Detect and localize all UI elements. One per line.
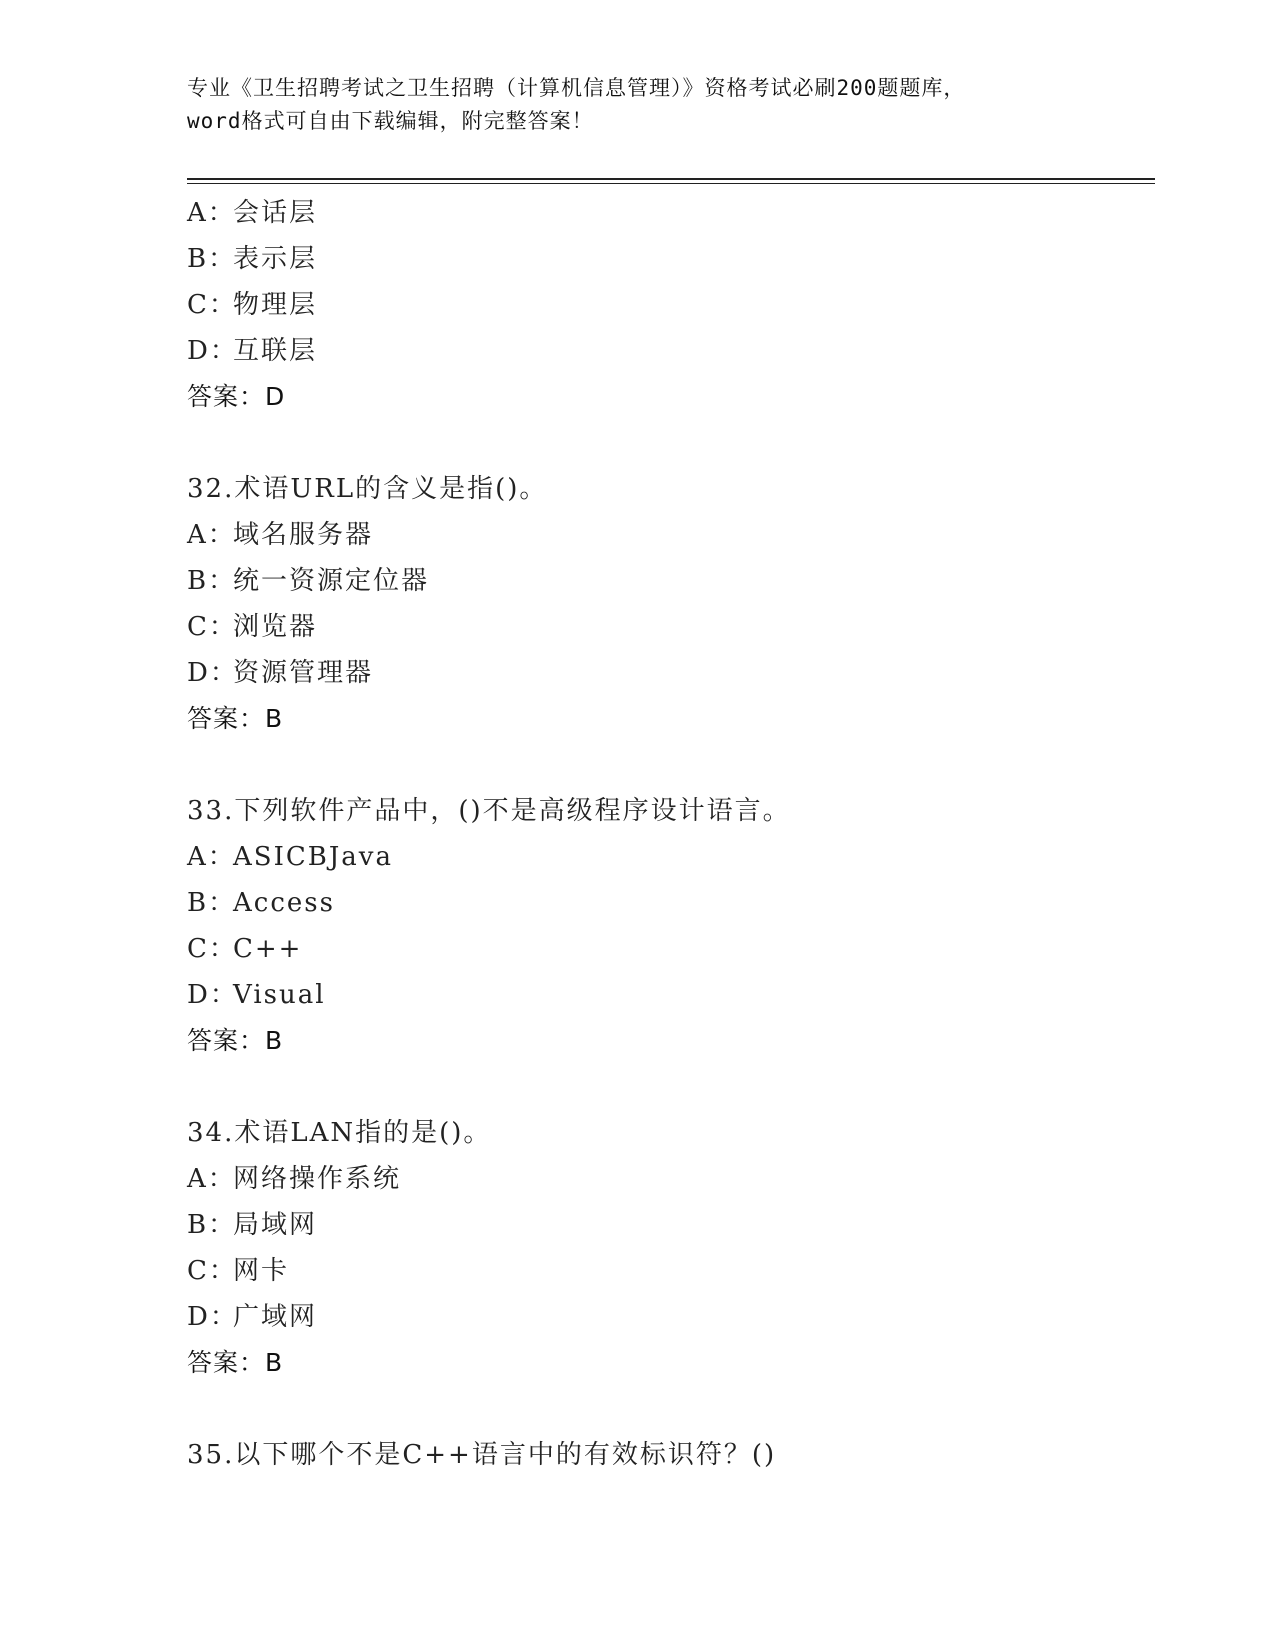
option-letter: C： [187, 1256, 237, 1286]
question-block-31 [187, 190, 1147, 420]
question-block-35 [187, 1432, 1147, 1478]
spacer [187, 742, 1147, 788]
option-b [187, 1202, 1147, 1248]
answer-line: 答案：B [187, 1026, 284, 1055]
option-letter: A： [187, 520, 236, 550]
option-d [187, 328, 1147, 374]
option-letter: B： [187, 888, 237, 918]
option-letter: C： [187, 290, 237, 320]
option-text: 互联层 [233, 336, 318, 366]
option-letter: D： [187, 336, 238, 366]
option-c [187, 604, 1147, 650]
option-d [187, 1294, 1147, 1340]
option-d [187, 650, 1147, 696]
option-letter: B： [187, 1210, 237, 1240]
question-block-34 [187, 1110, 1147, 1386]
option-b [187, 558, 1147, 604]
option-c [187, 282, 1147, 328]
option-letter: B： [187, 244, 237, 274]
option-text: 广域网 [233, 1302, 318, 1332]
option-c [187, 1248, 1147, 1294]
option-letter: B： [187, 566, 237, 596]
option-text: 表示层 [233, 244, 318, 274]
option-a [187, 1156, 1147, 1202]
question-stem: 34.术语LAN指的是()。 [187, 1118, 492, 1148]
option-text: 网络操作系统 [233, 1164, 402, 1194]
option-b [187, 236, 1147, 282]
option-text: 统一资源定位器 [233, 566, 430, 596]
option-text: 网卡 [233, 1256, 290, 1286]
spacer [187, 1064, 1147, 1110]
option-letter: D： [187, 658, 238, 688]
answer-line: 答案：D [187, 382, 286, 411]
header-line-2: word格式可自由下载编辑，附完整答案！ [187, 109, 594, 133]
question-list [187, 190, 1147, 1478]
question-block-33 [187, 788, 1147, 1064]
option-a [187, 834, 1147, 880]
option-text: C++ [233, 934, 303, 964]
option-letter: A： [187, 1164, 236, 1194]
header-divider-thin [187, 183, 1155, 184]
question-block-32 [187, 466, 1147, 742]
option-text: 域名服务器 [233, 520, 374, 550]
option-text: Visual [233, 980, 326, 1010]
option-c [187, 926, 1147, 972]
option-text: 物理层 [233, 290, 318, 320]
option-letter: C： [187, 934, 237, 964]
option-letter: A： [187, 198, 236, 228]
option-a [187, 190, 1147, 236]
option-text: 资源管理器 [233, 658, 374, 688]
option-a [187, 512, 1147, 558]
option-b [187, 880, 1147, 926]
option-d [187, 972, 1147, 1018]
option-letter: C： [187, 612, 237, 642]
option-letter: D： [187, 1302, 238, 1332]
answer-line: 答案：B [187, 704, 284, 733]
option-text: 会话层 [233, 198, 318, 228]
spacer [187, 1386, 1147, 1432]
spacer [187, 420, 1147, 466]
answer-line: 答案：B [187, 1348, 284, 1377]
header-divider-thick [187, 178, 1155, 180]
question-stem: 33.下列软件产品中，()不是高级程序设计语言。 [187, 796, 791, 826]
document-header [187, 72, 1087, 138]
question-stem: 32.术语URL的含义是指()。 [187, 474, 548, 504]
option-text: 局域网 [233, 1210, 318, 1240]
header-line-1: 专业《卫生招聘考试之卫生招聘（计算机信息管理）》资格考试必刷200题题库， [187, 76, 966, 100]
option-text: Access [233, 888, 335, 918]
option-text: ASICBJava [233, 842, 393, 872]
option-text: 浏览器 [233, 612, 318, 642]
question-stem: 35.以下哪个不是C++语言中的有效标识符？() [187, 1440, 777, 1470]
option-letter: A： [187, 842, 236, 872]
option-letter: D： [187, 980, 238, 1010]
